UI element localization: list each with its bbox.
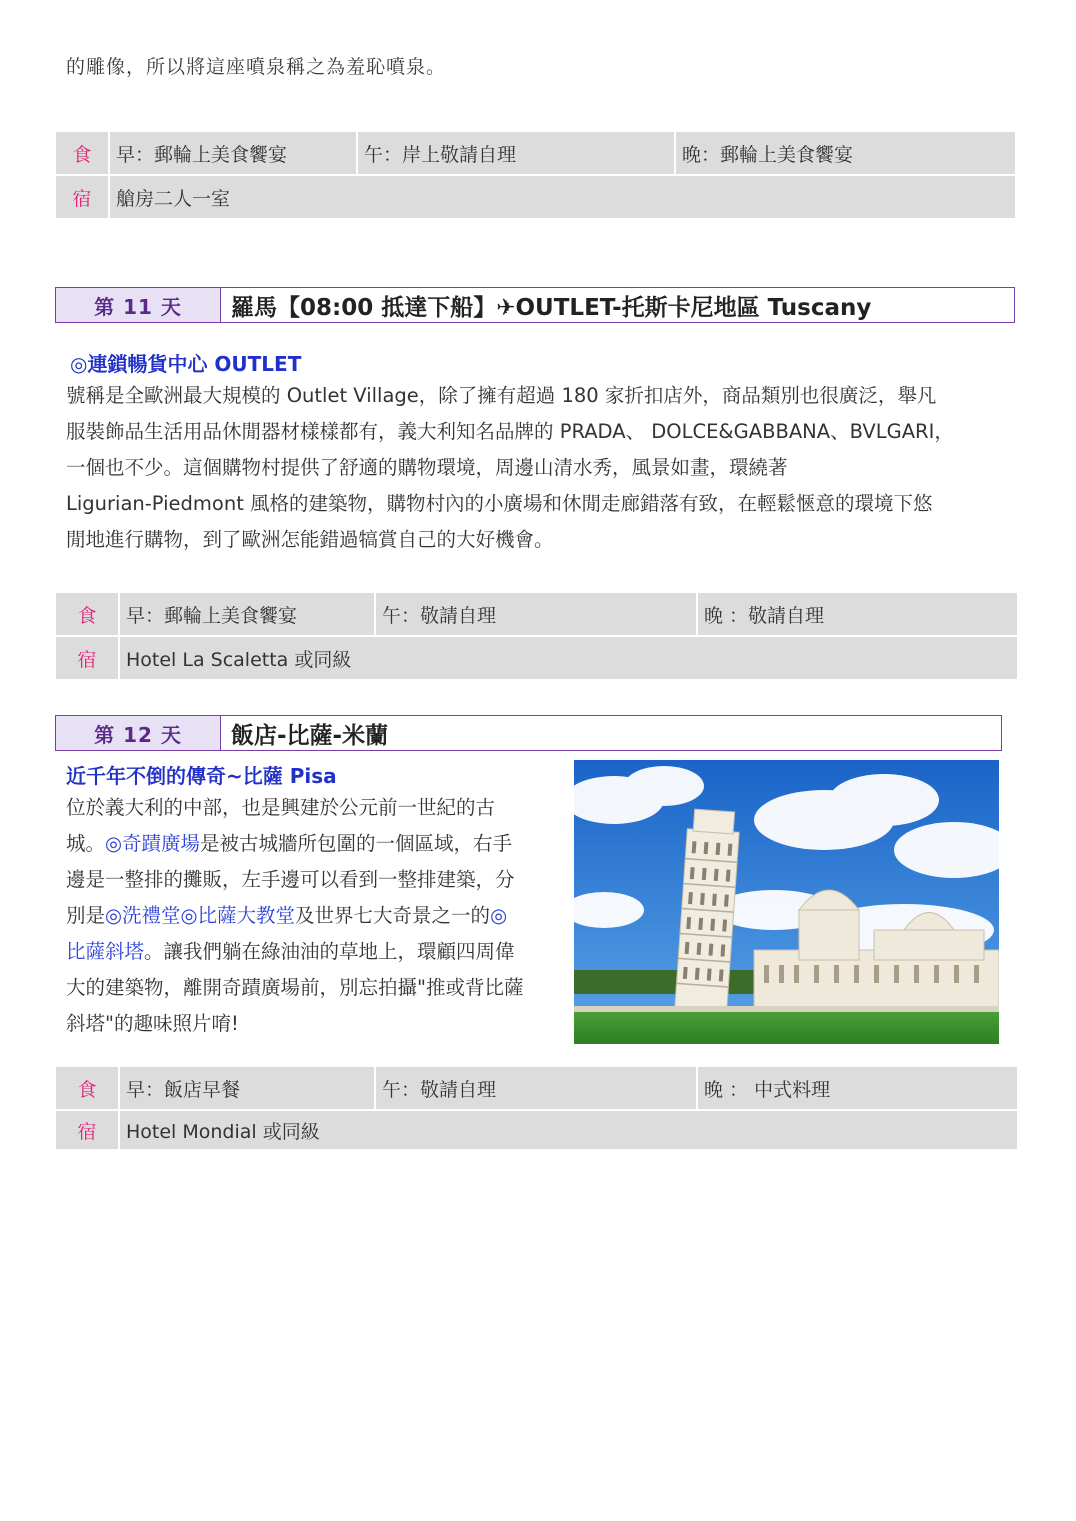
food-label: 食 — [56, 1067, 119, 1110]
dinner-cell: 晚 ： 中式料理 — [697, 1067, 1017, 1110]
paragraph-text: 是被古城牆所包圍的一個區域，右手 — [200, 832, 513, 855]
paragraph-text: 別是 — [66, 904, 106, 927]
paragraph-line: 一個也不少。這個購物村提供了舒適的購物環境，周邊山清水秀，風景如畫，環繞著 — [66, 456, 788, 479]
highlight-mark: ◎ — [490, 904, 508, 927]
lunch-cell: 午：敬請自理 — [375, 1067, 697, 1110]
pisa-photo — [574, 760, 999, 1044]
paragraph-text: 位於義大利的中部，也是興建於公元前一世紀的古 — [66, 796, 496, 819]
day11-header — [55, 287, 1015, 323]
paragraph-text: 。讓我們躺在綠油油的草地上，環顧四周偉 — [144, 940, 515, 963]
breakfast-cell: 早：郵輪上美食饗宴 — [119, 593, 375, 636]
day12-label: 第 12 天 — [56, 716, 221, 750]
paragraph-line: 服裝飾品生活用品休閒器材樣樣都有，義大利知名品牌的 PRADA、 DOLCE&GABBANA、BVLGARI， — [66, 420, 954, 443]
highlight-baptistery-cathedral: ◎洗禮堂◎比薩大教堂 — [105, 904, 296, 927]
lodging-cell: Hotel Mondial 或同級 — [119, 1110, 1017, 1149]
paragraph-line: 號稱是全歐洲最大規模的 Outlet Village，除了擁有超過 180 家折扣店外，商品類別也很廣泛，舉凡 — [66, 384, 937, 407]
intro-text: 的雕像，所以將這座噴泉稱之為羞恥噴泉。 — [66, 56, 447, 78]
breakfast-cell: 早：飯店早餐 — [119, 1067, 375, 1110]
day10-meals-table — [56, 132, 1015, 218]
day12-paragraph — [66, 790, 566, 1042]
paragraph-line: Ligurian-Piedmont 風格的建築物，購物村內的小廣場和休閒走廊錯落有致，在輕鬆愜意的環境下悠 — [66, 492, 933, 515]
highlight-miracle-square: ◎奇蹟廣場 — [105, 832, 201, 855]
day12-header — [55, 715, 1002, 751]
dinner-cell: 晚：郵輪上美食饗宴 — [675, 132, 1015, 175]
day12-section-title: 近千年不倒的傳奇~比薩 Pisa — [66, 764, 337, 788]
paragraph-line: 閒地進行購物，到了歐洲怎能錯過犒賞自己的大好機會。 — [66, 528, 554, 551]
day11-section-title: ◎連鎖暢貨中心 OUTLET — [70, 352, 302, 376]
lodging-label: 宿 — [56, 636, 119, 679]
lodging-label: 宿 — [56, 175, 109, 218]
paragraph-text: 大的建築物，離開奇蹟廣場前，別忘拍攝"推或背比薩 — [66, 976, 524, 999]
lunch-cell: 午：岸上敬請自理 — [357, 132, 675, 175]
day11-label: 第 11 天 — [56, 288, 221, 322]
lodging-cell: Hotel La Scaletta 或同級 — [119, 636, 1017, 679]
food-label: 食 — [56, 593, 119, 636]
dinner-cell: 晚 ：敬請自理 — [697, 593, 1017, 636]
paragraph-text: 邊是一整排的攤販，左手邊可以看到一整排建築，分 — [66, 868, 515, 891]
paragraph-text: 城。 — [66, 832, 106, 855]
day11-paragraph — [66, 378, 1016, 558]
breakfast-cell: 早：郵輪上美食饗宴 — [109, 132, 357, 175]
highlight-leaning-tower: 比薩斜塔 — [66, 940, 145, 963]
day12-meals-table — [56, 1067, 1017, 1149]
paragraph-text: 及世界七大奇景之一的 — [295, 904, 491, 927]
food-label: 食 — [56, 132, 109, 175]
day12-title: 飯店-比薩-米蘭 — [231, 722, 389, 749]
lunch-cell: 午：敬請自理 — [375, 593, 697, 636]
day11-meals-table — [56, 593, 1017, 679]
day11-title: 羅馬【08:00 抵達下船】✈OUTLET-托斯卡尼地區 Tuscany — [231, 294, 872, 321]
lodging-label: 宿 — [56, 1110, 119, 1149]
lodging-cell: 艙房二人一室 — [109, 175, 1015, 218]
paragraph-text: 斜塔"的趣味照片唷! — [66, 1012, 239, 1035]
